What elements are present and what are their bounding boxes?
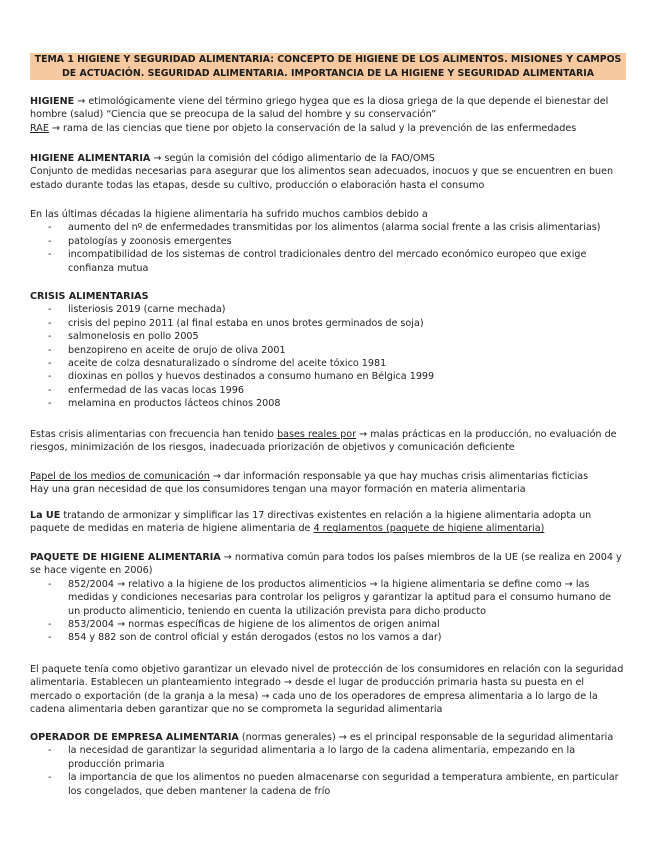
higiene-alimentaria-text: → según la comisión del código alimentario de la FAO/OMS: [150, 153, 435, 164]
rae-text: → rama de las ciencias que tiene por objeto la conservación de la salud y la prevención de las enfermedades: [48, 122, 577, 134]
crisis-heading: CRISIS ALIMENTARIAS: [30, 291, 149, 302]
document-title: TEMA 1 HIGIENE Y SEGURIDAD ALIMENTARIA: CONCEPTO DE HIGIENE DE LOS ALIMENTOS. MISIONES Y CAMPOS DE ACTUACIÓN. SEGURIDAD ALIMENTARIA. IMPORTANCIA DE LA HIGIENE Y SEGURIDAD ALIMENTARIA: [30, 53, 626, 80]
list-item: - 853/2004 → normas específicas de higiene de los alimentos de origen animal: [30, 618, 626, 631]
operador-text: (normas generales) → es el principal responsable de la seguridad alimentaria: [238, 732, 614, 743]
paquete-list: [30, 578, 626, 645]
list-item: - la necesidad de garantizar la seguridad alimentaria a lo largo de la cadena alimentaria, empezando en la producción primaria: [30, 744, 626, 771]
list-item: - melamina en productos lácteos chinos 2008: [30, 397, 626, 410]
list-item: - aceite de colza desnaturalizado o síndrome del aceite tóxico 1981: [30, 357, 626, 370]
crisis-list: [30, 303, 626, 410]
causas-term: bases reales por: [277, 429, 357, 440]
section-operador: [30, 731, 626, 798]
section-crisis: [30, 290, 626, 411]
list-item: - patologías y zoonosis emergentes: [30, 235, 626, 248]
list-item: - dioxinas en pollos y huevos destinados a consumo humano en Bélgica 1999: [30, 370, 626, 383]
causas-pre: Estas crisis alimentarias con frecuencia han tenido: [30, 429, 278, 440]
list-item: - incompatibilidad de los sistemas de control tradicionales dentro del mercado económico europeo que exige confianza mutua: [30, 248, 626, 275]
section-objetivo: [30, 663, 626, 717]
section-ue: [30, 509, 626, 536]
operador-term: OPERADOR DE EMPRESA ALIMENTARIA: [30, 732, 239, 743]
list-item: - 854 y 882 son de control oficial y están derogados (estos no los vamos a dar): [30, 631, 626, 644]
list-item: - listeriosis 2019 (carne mechada): [30, 303, 626, 316]
section-higiene: [30, 95, 626, 135]
section-paquete: [30, 551, 626, 645]
section-higiene-alimentaria: [30, 152, 626, 192]
list-item: - crisis del pepino 2011 (al final estaba en unos brotes germinados de soja): [30, 317, 626, 330]
list-item: - 852/2004 → relativo a la higiene de los productos alimenticios → la higiene alimentaria se define como → las medidas y condiciones necesarias para controlar los peligros y garantizar la aptitud para el consumo humano de un producto alimenticio, teniendo en cuenta la utilización prevista para dicho producto: [30, 578, 626, 618]
section-medios: [30, 470, 626, 497]
rae-term: RAE: [30, 122, 49, 134]
paquete-term: PAQUETE DE HIGIENE ALIMENTARIA: [30, 552, 221, 563]
cambios-list: [30, 221, 626, 275]
paquete-text: → normativa común para todos los países miembros de la UE (se realiza en 2004 y se hace vigente en 2006): [30, 552, 622, 577]
ue-term: La UE: [30, 510, 61, 521]
section-causas: [30, 428, 626, 455]
higiene-alimentaria-definition: Conjunto de medidas necesarias para asegurar que los alimentos sean adecuados, inocuos y que se encuentren en buen estado durante todas las etapas, desde su cultivo, producción o elaboración hasta el consumo: [30, 166, 614, 191]
ue-text: tratando de armonizar y simplificar las 17 directivas existentes en relación a la higiene alimentaria adopta un paquete de medidas en materia de higiene alimentaria de: [30, 510, 592, 535]
list-item: - aumento del nº de enfermedades transmitidas por los alimentos (alarma social frente a las crisis alimentarias): [30, 221, 626, 234]
higiene-alimentaria-term: HIGIENE ALIMENTARIA: [30, 153, 151, 164]
section-cambios: [30, 208, 626, 275]
higiene-term: HIGIENE: [30, 96, 75, 107]
causas-post: → malas prácticas en la producción, no evaluación de riesgos, minimización de los riesgos, inadecuada priorización de objetivos y comunicación deficiente: [30, 429, 617, 454]
medios-text: → dar información responsable ya que hay muchas crisis alimentarias ficticias: [209, 471, 589, 482]
medios-term: Papel de los medios de comunicación: [30, 471, 210, 482]
higiene-text: → etimológicamente viene del término griego hygea que es la diosa griega de la que depende el bienestar del hombre (salud) “Ciencia que se preocupa de la salud del hombre y su conservación”: [30, 96, 609, 121]
list-item: - enfermedad de las vacas locas 1996: [30, 384, 626, 397]
ue-link: 4 reglamentos (paquete de higiene alimentaria): [313, 523, 545, 535]
list-item: - benzopireno en aceite de orujo de oliva 2001: [30, 344, 626, 357]
list-item: - la importancia de que los alimentos no pueden almacenarse con seguridad a temperatura ambiente, en particular los congelados, que deben mantener la cadena de frío: [30, 771, 626, 798]
operador-list: [30, 744, 626, 798]
cambios-intro: En las últimas décadas la higiene alimentaria ha sufrido muchos cambios debido a: [30, 209, 428, 220]
list-item: - salmonelosis en pollo 2005: [30, 330, 626, 343]
medios-line2: Hay una gran necesidad de que los consumidores tengan una mayor formación en materia alimentaria: [30, 484, 526, 496]
objetivo-text: El paquete tenía como objetivo garantizar un elevado nivel de protección de los consumidores en relación con la seguridad alimentaria. Establecen un planteamiento integrado → desde el lugar de producción primaria hasta su puesta en el mercado o exportación (de la granja a la mesa) → cada uno de los operadores de empresa alimentaria a lo largo de la cadena alimentaria deben garantizar que no se comprometa la seguridad alimentaria: [30, 664, 624, 716]
